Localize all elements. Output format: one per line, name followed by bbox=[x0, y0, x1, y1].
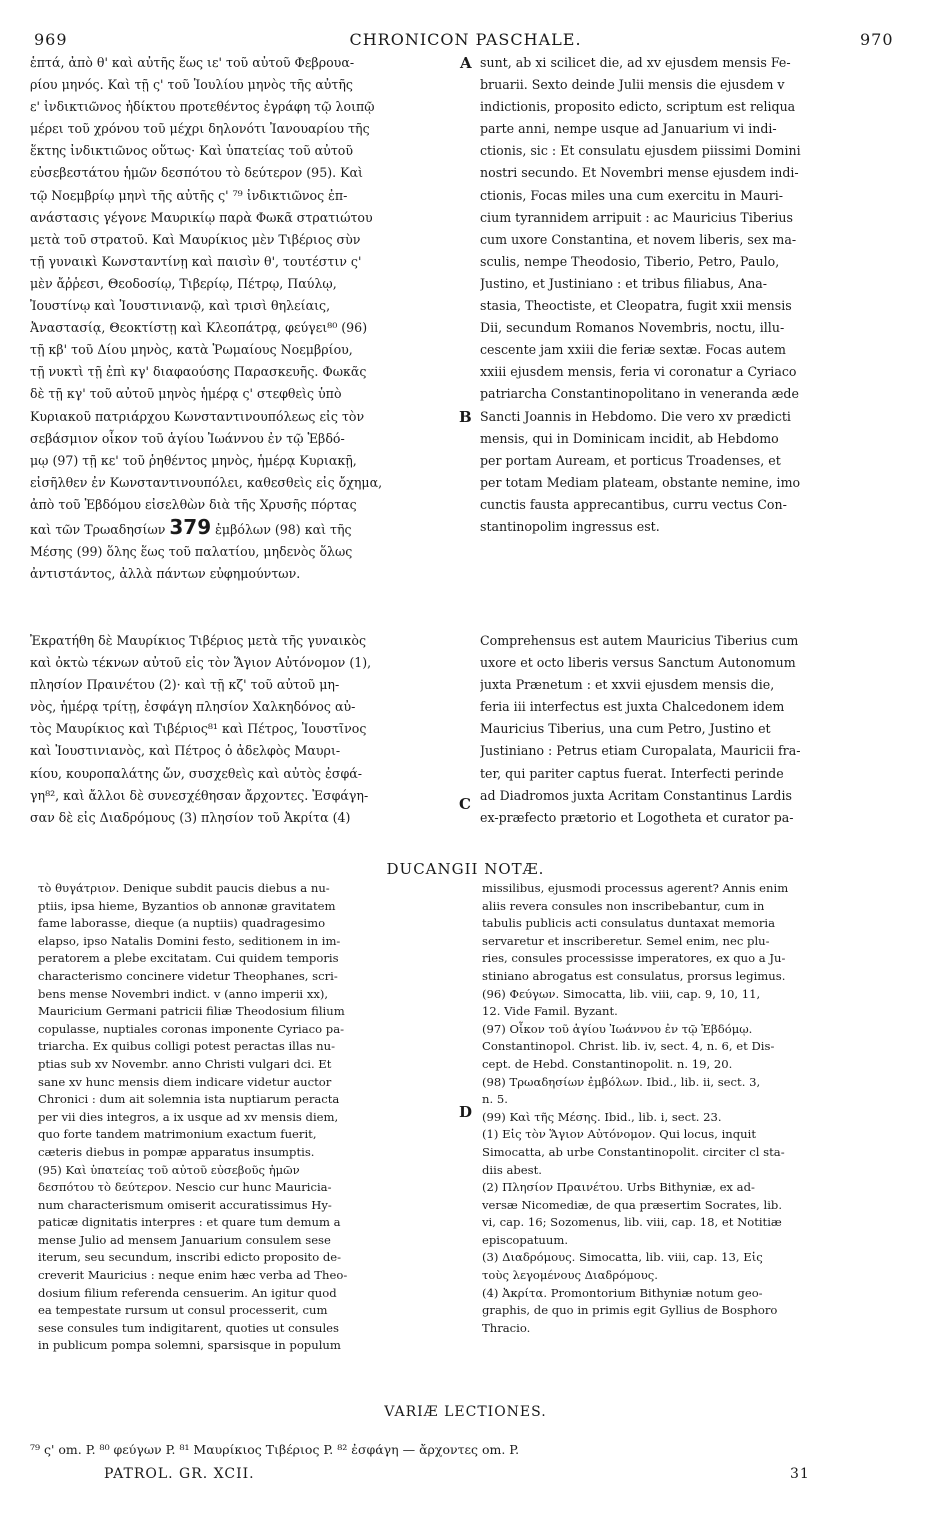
note-line: n. 5. bbox=[482, 1092, 508, 1107]
note-line: cæteris diebus in pompæ apparatus insumptis. bbox=[38, 1144, 315, 1159]
latin-text-line: ctionis, sic : Et consulatu ejusdem piissimi Domini bbox=[480, 143, 801, 159]
variae-lectiones-heading: VARIÆ LECTIONES. bbox=[384, 1404, 547, 1420]
note-line: (2) Πλησίον Πραινέτου. Urbs Bithyniæ, ex ad- bbox=[482, 1180, 755, 1195]
note-line: Constantinopol. Christ. lib. iv, sect. 4, n. 6, et Dis- bbox=[482, 1039, 775, 1054]
greek-text-line: ανάστασις γέγονε Μαυρικίῳ παρὰ Φωκᾶ στρατιώτου bbox=[30, 209, 373, 225]
greek-text-line: σαν δὲ εἰς Διαδρόμους (3) πλησίον τοῦ Ἀκρίτα (4) bbox=[30, 809, 351, 825]
latin-text-line: cum uxore Constantina, et novem liberis, sex ma- bbox=[480, 231, 797, 247]
greek-text-line: τῇ νυκτὶ τῇ ἐπὶ κγ' διαφαούσης Παρασκευῆς. Φωκᾶς bbox=[30, 364, 367, 380]
note-line: num characterismum omiserit accuratissimus Hy- bbox=[38, 1197, 332, 1212]
note-line: elapso, ipso Natalis Domini festo, seditionem in im- bbox=[38, 933, 341, 948]
latin-text-line: ad Diadromos juxta Acritam Constantinus Lardis bbox=[480, 787, 792, 803]
note-line: aliis revera consules non inscribebantur, cum in bbox=[482, 898, 765, 913]
latin-text-line: parte anni, nempe usque ad Januarium vi indi- bbox=[480, 121, 777, 137]
note-line: Chronici : dum ait solemnia ista nuptiarum peracta bbox=[38, 1092, 340, 1107]
greek-text-column-top bbox=[30, 52, 455, 585]
section-marker-d: D bbox=[459, 1103, 473, 1121]
greek-text-line: Ἀναστασίᾳ, Θεοκτίστῃ καὶ Κλεοπάτρᾳ, φεύγει⁸⁰ (96) bbox=[30, 320, 368, 336]
note-line: iterum, seu secundum, inscribi edicto proposito de- bbox=[38, 1250, 342, 1265]
note-line: (98) Τρωαδησίων ἐμβόλων. Ibid., lib. ii, sect. 3, bbox=[482, 1074, 761, 1089]
note-line: episcopatuum. bbox=[482, 1232, 569, 1247]
latin-text-line: ter, qui pariter captus fuerat. Interfecti perinde bbox=[480, 765, 784, 781]
note-line: versæ Nicomediæ, de qua præsertim Socrates, lib. bbox=[482, 1197, 783, 1212]
note-line: copulasse, nuptiales coronas imponente Cyriaco pa- bbox=[38, 1021, 345, 1036]
latin-text-line: ex-præfecto prætorio et Logotheta et curator pa- bbox=[480, 809, 794, 825]
note-line: (99) Καὶ τῆς Μέσης. Ibid., lib. i, sect. 23. bbox=[482, 1109, 722, 1124]
greek-text-line: καὶ τῶν Τρωαδησίων 379 ἐμβόλων (98) καὶ τῆς bbox=[30, 515, 352, 539]
latin-text-line: patriarcha Constantinopolitano in veneranda æde bbox=[480, 386, 799, 402]
greek-text-line: καὶ ὀκτὼ τέκνων αὐτοῦ εἰς τὸν Ἅγιον Αὐτόνομον (1), bbox=[30, 655, 372, 671]
latin-text-line: uxore et octo liberis versus Sanctum Autonomum bbox=[480, 655, 796, 671]
latin-text-line: feria iii interfectus est juxta Chalcedonem idem bbox=[480, 699, 785, 715]
note-line: ries, consules processisse imperatores, ex quo a Ju- bbox=[482, 951, 786, 966]
note-line: Thracio. bbox=[482, 1320, 531, 1335]
greek-text-line: ἕκτης ἰνδικτιῶνος οὕτως· Καὶ ὑπατείας τοῦ αὐτοῦ bbox=[30, 143, 354, 159]
note-line: (96) Φεύγων. Simocatta, lib. viii, cap. 9, 10, 11, bbox=[482, 986, 761, 1001]
latin-text-line: indictionis, proposito edicto, scriptum est reliqua bbox=[480, 99, 796, 115]
latin-text-line: per portam Auream, et porticus Troadenses, et bbox=[480, 452, 781, 468]
note-line: (1) Εἰς τὸν Ἅγιον Αὐτόνομον. Qui locus, inquit bbox=[482, 1127, 756, 1142]
note-line: (4) Ἀκρίτα. Promontorium Bithyniæ notum geo- bbox=[482, 1285, 763, 1300]
greek-text-line: μέρει τοῦ χρόνου τοῦ μέχρι δηλονότι Ἰανουαρίου τῆς bbox=[30, 121, 370, 137]
note-line: Simocatta, ab urbe Constantinopolit. circiter cl sta- bbox=[482, 1144, 785, 1159]
footer-signature: 31 bbox=[790, 1466, 810, 1482]
note-line: tabulis publicis acti consulatus duntaxat memoria bbox=[482, 916, 775, 931]
section-marker-c: C bbox=[459, 795, 471, 813]
greek-text-line: νὸς, ἡμέρᾳ τρίτῃ, ἐσφάγη πλησίον Χαλκηδόνος αὐ- bbox=[30, 699, 356, 715]
running-title: CHRONICON PASCHALE. bbox=[349, 30, 582, 49]
greek-text-column-mid bbox=[30, 630, 455, 829]
greek-text-line: μετὰ τοῦ στρατοῦ. Καὶ Μαυρίκιος μὲν Τιβέριος σὺν bbox=[30, 231, 361, 247]
latin-text-line: Sancti Joannis in Hebdomo. Die vero xv prædicti bbox=[480, 408, 791, 424]
page-number-right: 970 bbox=[860, 30, 894, 49]
note-line: dosium filium referenda censuerim. An igitur quod bbox=[38, 1285, 337, 1300]
inline-page-number: 379 bbox=[169, 515, 212, 539]
greek-text-line: εἰσῆλθεν ἐν Κωνσταντινουπόλει, καθεσθεὶς εἰς ὄχημα, bbox=[30, 474, 383, 490]
latin-text-line: juxta Prænetum : et xxvii ejusdem mensis die, bbox=[480, 677, 775, 693]
greek-text-line: κίου, κουροπαλάτης ὤν, συσχεθεὶς καὶ αὐτὸς ἐσφά- bbox=[30, 765, 363, 781]
greek-text-line: εὐσεβεστάτου ἡμῶν δεσπότου τὸ δεύτερον (95). Καὶ bbox=[30, 165, 363, 181]
note-line: fame laborasse, dieque (a nuptiis) quadragesimo bbox=[38, 916, 326, 931]
greek-text-line: γη⁸², καὶ ἄλλοι δὲ συνεσχέθησαν ἄρχοντες. Ἐσφάγη- bbox=[30, 787, 369, 803]
note-line: per vii dies integros, a ix usque ad xv mensis diem, bbox=[38, 1109, 339, 1124]
note-line: sese consules tum indigitarent, quoties ut consules bbox=[38, 1320, 339, 1335]
note-line: τὸ θυγάτριον. Denique subdit paucis diebus a nu- bbox=[38, 881, 330, 895]
latin-text-line: Justino, et Justiniano : et tribus filiabus, Ana- bbox=[480, 275, 768, 291]
latin-text-line: Justiniano : Petrus etiam Curopalata, Mauricii fra- bbox=[480, 743, 801, 759]
latin-text-line: xxiii ejusdem mensis, feria vi coronatur a Cyriaco bbox=[480, 364, 797, 380]
note-line: in publicum pompa solemni, sparsisque in populum bbox=[38, 1338, 341, 1353]
note-line: (95) Καὶ ὑπατείας τοῦ αὐτοῦ εὐσεβοῦς ἡμῶν bbox=[38, 1162, 300, 1177]
latin-text-line: cescente jam xxiii die feriæ sextæ. Focas autem bbox=[480, 342, 786, 358]
latin-text-line: sunt, ab xi scilicet die, ad xv ejusdem mensis Fe- bbox=[480, 55, 791, 70]
latin-text-line: stantinopolim ingressus est. bbox=[480, 518, 660, 534]
greek-text-line: Ἐκρατήθη δὲ Μαυρίκιος Τιβέριος μετὰ τῆς γυναικὸς bbox=[30, 633, 367, 648]
latin-text-line: Mauricius Tiberius, una cum Petro, Justino et bbox=[480, 721, 771, 737]
greek-text-line: μῳ (97) τῇ κε' τοῦ ῥηθέντος μηνὸς, ἡμέρᾳ Κυριακῇ, bbox=[30, 452, 357, 468]
greek-text-line: ε' ἰνδικτιῶνος ἠδίκτου προτεθέντος ἐγράφη τῷ λοιπῷ bbox=[30, 99, 375, 115]
note-line: Mauricium Germani patricii filiæ Theodosium filium bbox=[38, 1004, 345, 1019]
note-line: δεσπότου τὸ δεύτερον. Nescio cur hunc Mauricia- bbox=[38, 1180, 332, 1195]
greek-text-line: Μέσης (99) ὅλης ἕως τοῦ παλατίου, μηδενὸς ὅλως bbox=[30, 544, 353, 560]
greek-text-line: ἑπτά, ἀπὸ θ' καὶ αὐτῆς ἕως ιε' τοῦ αὐτοῦ Φεβρουα- bbox=[30, 55, 355, 70]
greek-line-tail: ἐμβόλων (98) καὶ τῆς bbox=[211, 521, 352, 537]
latin-text-line: cunctis fausta apprecantibus, curru vectus Con- bbox=[480, 496, 787, 512]
notes-heading: DUCANGII NOTÆ. bbox=[386, 860, 545, 878]
greek-text-line: σεβάσμιον οἶκον τοῦ ἁγίου Ἰωάννου ἐν τῷ Ἑβδό- bbox=[30, 430, 345, 446]
note-line: paticæ dignitatis interpres : et quare tum demum a bbox=[38, 1215, 341, 1230]
note-line: mense Julio ad mensem Januarium consulem sese bbox=[38, 1232, 331, 1247]
note-line: ea tempestate rursum ut consul processerit, cum bbox=[38, 1303, 328, 1318]
section-marker-a: A bbox=[460, 54, 472, 72]
notes-column-left bbox=[38, 880, 458, 1355]
greek-text-line: ρίου μηνός. Καὶ τῇ ς' τοῦ Ἰουλίου μηνὸς τῆς αὐτῆς bbox=[30, 77, 353, 93]
greek-text-line: δὲ τῇ κγ' τοῦ αὐτοῦ μηνὸς ἡμέρᾳ ς' στεφθεὶς ὑπὸ bbox=[30, 386, 342, 402]
section-marker-b: B bbox=[459, 408, 472, 426]
footer-volume: PATROL. GR. XCII. bbox=[104, 1466, 255, 1482]
note-line: servaretur et inscriberetur. Semel enim, nec plu- bbox=[482, 933, 770, 948]
page-number-left: 969 bbox=[34, 30, 68, 49]
greek-text-line: καὶ Ἰουστινιανὸς, καὶ Πέτρος ὁ ἀδελφὸς Μαυρι- bbox=[30, 743, 341, 759]
latin-text-line: bruarii. Sexto deinde Julii mensis die ejusdem v bbox=[480, 77, 785, 93]
note-line: characterismo concinere videtur Theophanes, scri- bbox=[38, 968, 338, 983]
notes-column-right bbox=[482, 880, 892, 1337]
note-line: τοὺς λεγομένους Διαδρόμους. bbox=[482, 1268, 658, 1283]
latin-text-line: stasia, Theoctiste, et Cleopatra, fugit xxii mensis bbox=[480, 298, 792, 314]
latin-text-line: mensis, qui in Dominicam incidit, ab Hebdomo bbox=[480, 430, 779, 446]
latin-text-line: nostri secundo. Et Novembri mense ejusdem indi- bbox=[480, 165, 799, 181]
greek-text-line: πλησίον Πραινέτου (2)· καὶ τῇ κζ' τοῦ αὐτοῦ μη- bbox=[30, 677, 340, 693]
note-line: ptias sub xv Novembr. anno Christi vulgari dci. Et bbox=[38, 1056, 332, 1071]
note-line: graphis, de quo in primis egit Gyllius de Bosphoro bbox=[482, 1303, 778, 1318]
latin-text-column-top bbox=[480, 52, 892, 538]
note-line: sane xv hunc mensis diem indicare videtur auctor bbox=[38, 1074, 332, 1089]
note-line: creverit Mauricius : neque enim hæc verba ad Theo- bbox=[38, 1268, 348, 1283]
note-line: (3) Διαδρόμους. Simocatta, lib. viii, cap. 13, Εἰς bbox=[482, 1250, 763, 1265]
greek-text-line: τῇ γυναικὶ Κωνσταντίνῃ καὶ παισὶν θ', τουτέστιν ς' bbox=[30, 253, 362, 269]
greek-text-line: τῇ κβ' τοῦ Δίου μηνὸς, κατὰ Ῥωμαίους Νοεμβρίου, bbox=[30, 342, 353, 358]
latin-text-line: ctionis, Focas miles una cum exercitu in Mauri- bbox=[480, 187, 783, 203]
greek-text-line: Κυριακοῦ πατριάρχου Κωνσταντινουπόλεως εἰς τὸν bbox=[30, 408, 365, 424]
latin-text-line: sculis, nempe Theodosio, Tiberio, Petro, Paulo, bbox=[480, 253, 780, 269]
note-line: missilibus, ejusmodi processus agerent? Annis enim bbox=[482, 881, 789, 895]
note-line: vi, cap. 16; Sozomenus, lib. viii, cap. 18, et Notitiæ bbox=[482, 1215, 782, 1230]
latin-text-line: per totam Mediam plateam, obstante nemine, imo bbox=[480, 474, 801, 490]
note-line: quo forte tandem matrimonium exactum fuerit, bbox=[38, 1127, 317, 1142]
note-line: (97) Οἶκον τοῦ ἁγίου Ἰωάννου ἐν τῷ Ἑβδόμῳ. bbox=[482, 1021, 753, 1036]
greek-text-line: ἀπὸ τοῦ Ἑβδόμου εἰσελθὼν διὰ τῆς Χρυσῆς πόρτας bbox=[30, 496, 357, 512]
note-line: diis abest. bbox=[482, 1162, 542, 1177]
greek-text-line: μὲν ἄῤῥεσι, Θεοδοσίῳ, Τιβερίῳ, Πέτρῳ, Παύλῳ, bbox=[30, 275, 337, 291]
note-line: bens mense Novembri indict. v (anno imperii xx), bbox=[38, 986, 329, 1001]
greek-text-line: ἀντιστάντος, ἀλλὰ πάντων εὐφημούντων. bbox=[30, 566, 301, 582]
note-line: peratorem a plebe excitatam. Cui quidem temporis bbox=[38, 951, 339, 966]
latin-text-line: cium tyrannidem arripuit : ac Mauricius Tiberius bbox=[480, 209, 793, 225]
greek-text-line: τὸς Μαυρίκιος καὶ Τιβέριος⁸¹ καὶ Πέτρος, Ἰουστῖνος bbox=[30, 721, 367, 737]
note-line: 12. Vide Famil. Byzant. bbox=[482, 1004, 618, 1019]
latin-text-line: Comprehensus est autem Mauricius Tiberius cum bbox=[480, 633, 799, 648]
note-line: ptiis, ipsa hieme, Byzantios ob annonæ gravitatem bbox=[38, 898, 336, 913]
note-line: triarcha. Ex quibus colligi potest peractas illas nu- bbox=[38, 1039, 335, 1054]
note-line: cept. de Hebd. Constantinopolit. n. 19, 20. bbox=[482, 1056, 733, 1071]
greek-text-line: τῷ Νοεμβρίῳ μηνὶ τῆς αὐτῆς ς' ⁷⁹ ἰνδικτιῶνος ἐπ- bbox=[30, 187, 348, 203]
greek-text-line: Ἰουστίνῳ καὶ Ἰουστινιανῷ, καὶ τρισὶ θηλείαις, bbox=[30, 298, 331, 314]
variae-lectiones-line: ⁷⁹ ς' om. P. ⁸⁰ φεύγων P. ⁸¹ Μαυρίκιος Τιβέριος P. ⁸² ἐσφάγη — ἄρχοντες om. P. bbox=[30, 1442, 520, 1457]
note-line: stiniano abrogatus est consulatus, prorsus legimus. bbox=[482, 968, 786, 983]
latin-text-line: Dii, secundum Romanos Novembris, noctu, illu- bbox=[480, 320, 785, 336]
latin-text-column-mid bbox=[480, 630, 892, 829]
